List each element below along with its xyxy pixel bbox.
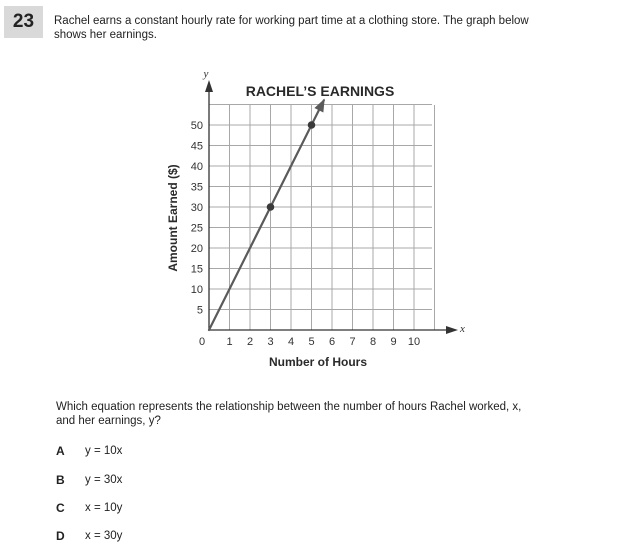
x-tick-label: 3: [267, 336, 274, 348]
x-tick-label: 8: [369, 336, 377, 348]
y-tick-label: 10: [190, 284, 203, 296]
y-tick-label: 15: [190, 263, 203, 276]
graph-tick-labels: [191, 120, 420, 348]
x-axis-label: Number of Hours: [268, 355, 368, 369]
graph-data-line: [209, 99, 325, 330]
prompt-line-2: shows her earnings.: [54, 29, 157, 41]
x-tick-label: 2: [246, 336, 254, 348]
x-tick-label: 5: [308, 336, 315, 348]
y-tick-label: 45: [190, 140, 203, 153]
y-tick-label: 5: [196, 304, 203, 317]
choice-equation: x = 30y: [85, 530, 123, 542]
chart-title: RACHEL’S EARNINGS: [245, 83, 395, 99]
x-axis-variable: x: [460, 323, 465, 335]
x-axis-arrow: [446, 326, 458, 334]
data-line: [209, 100, 324, 330]
origin-label: 0: [198, 336, 206, 348]
y-tick-label: 40: [190, 161, 203, 173]
choice-equation: x = 10y: [85, 502, 123, 514]
data-point: [308, 121, 316, 129]
x-tick-label: 7: [349, 336, 356, 348]
x-tick-label: 1: [226, 336, 233, 348]
y-tick-label: 25: [190, 222, 203, 235]
question-line-1: Which equation represents the relationship between the number of hours Rachel worked, x,: [56, 401, 522, 413]
prompt-line-1: Rachel earns a constant hourly rate for working part time at a clothing store. The graph below: [54, 15, 529, 27]
x-tick-label: 6: [328, 336, 336, 348]
x-tick-label: 9: [390, 336, 397, 348]
choice-letter: B: [56, 473, 65, 487]
x-tick-label: 10: [407, 336, 421, 348]
graph-grid: [209, 105, 435, 331]
choice-equation: y = 30x: [85, 474, 123, 486]
choice-letter: D: [56, 529, 65, 543]
y-tick-label: 20: [190, 243, 203, 255]
x-tick-label: 4: [287, 336, 295, 348]
data-point: [267, 203, 275, 211]
question-number: 23: [4, 6, 43, 38]
y-axis-arrow: [205, 80, 213, 92]
y-tick-label: 35: [190, 181, 203, 194]
y-axis-variable: y: [203, 68, 209, 80]
y-tick-label: 50: [190, 120, 203, 132]
y-axis-label: Amount Earned ($): [166, 164, 180, 272]
y-tick-label: 30: [190, 202, 203, 214]
data-line-arrow: [314, 99, 324, 113]
question-line-2: and her earnings, y?: [56, 415, 161, 427]
choice-equation: y = 10x: [85, 445, 123, 457]
choice-letter: C: [56, 501, 65, 515]
choice-letter: A: [56, 444, 65, 458]
question-text: [56, 400, 616, 428]
